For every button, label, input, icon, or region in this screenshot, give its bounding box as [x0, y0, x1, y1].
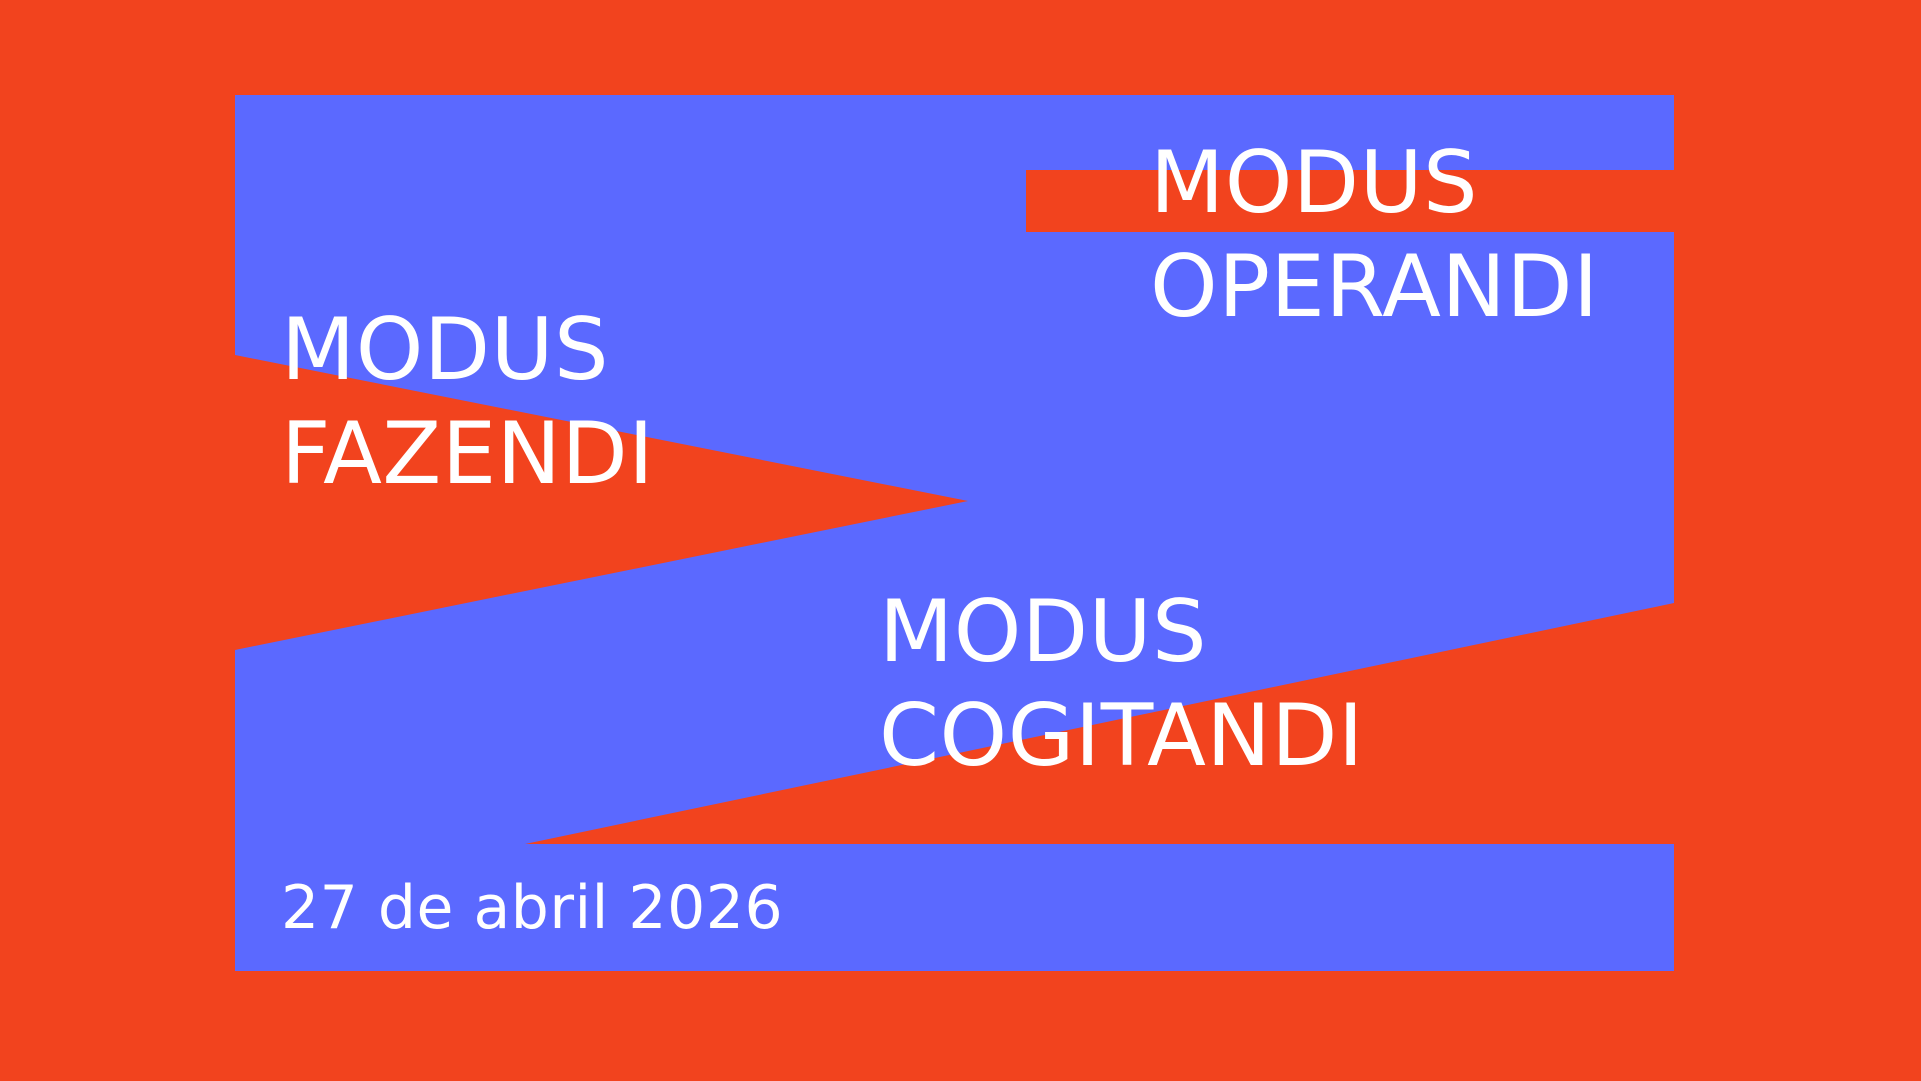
title-cogitandi-line2: COGITANDI: [879, 686, 1364, 786]
title-modus-cogitandi: [879, 580, 1364, 788]
title-operandi-line1: MODUS: [1150, 133, 1479, 233]
title-operandi-line2: OPERANDI: [1150, 237, 1599, 337]
title-cogitandi-line1: MODUS: [879, 582, 1208, 682]
event-date: 27 de abril 2026: [281, 873, 784, 943]
title-fazendi-line2: FAZENDI: [281, 404, 655, 504]
title-modus-operandi: [1150, 131, 1599, 339]
title-fazendi-line1: MODUS: [281, 300, 610, 400]
title-modus-fazendi: [281, 298, 654, 506]
